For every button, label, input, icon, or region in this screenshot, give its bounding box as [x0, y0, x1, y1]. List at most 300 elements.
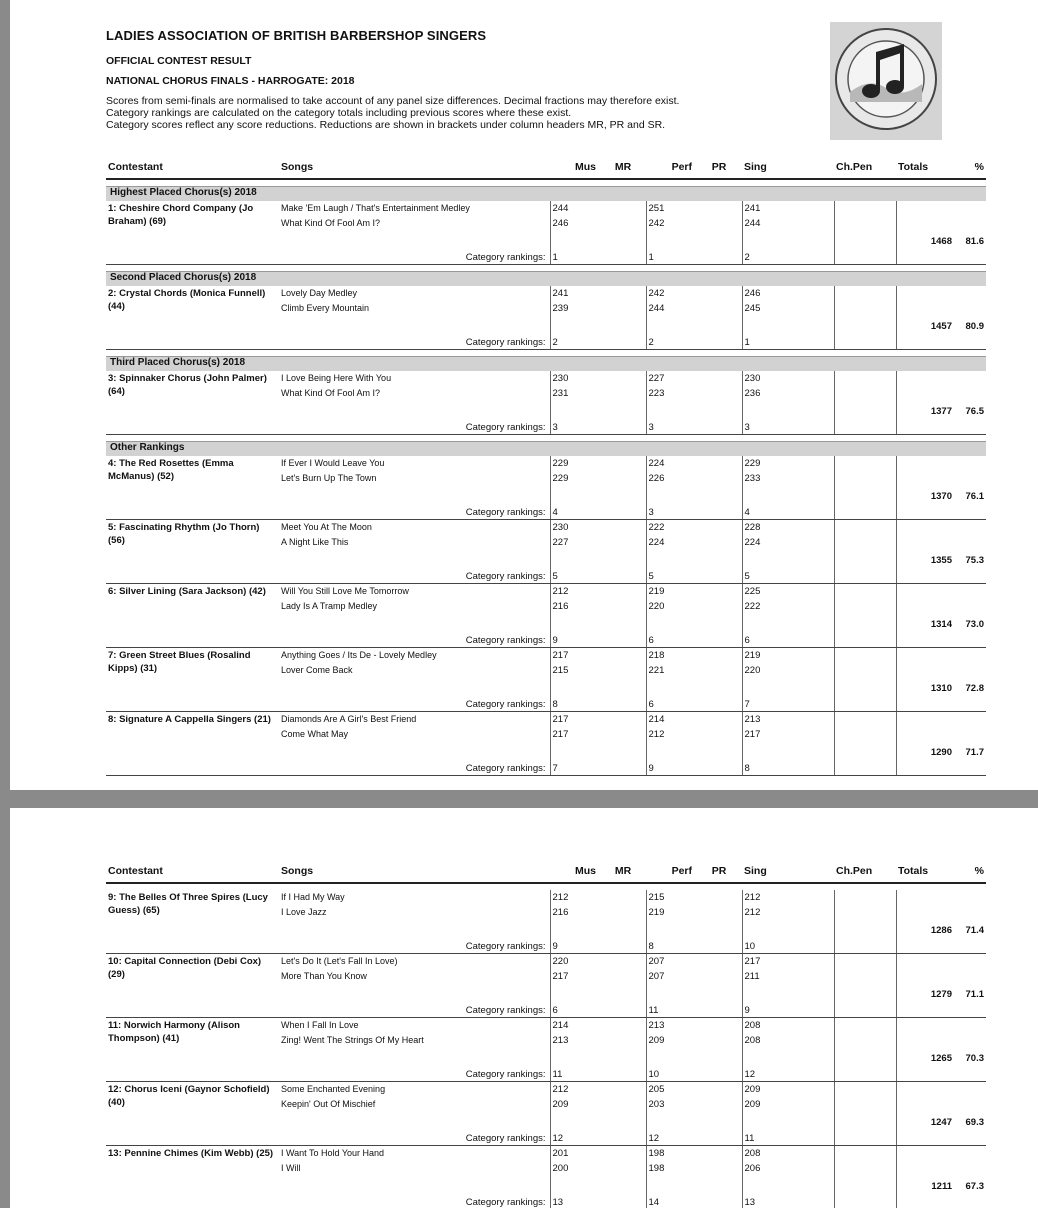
rank-perf: 10 — [646, 1066, 694, 1082]
score-line: 227 — [552, 537, 569, 548]
note-line: Category scores reflect any score reductions. Reductions are shown in brackets under column headers MR, PR and SR. — [106, 119, 666, 131]
score-line: 212 — [744, 907, 761, 918]
rank-sing: 2 — [742, 249, 834, 265]
mus-scores — [550, 954, 598, 1003]
sing-scores — [742, 890, 834, 938]
rank-row — [106, 1130, 986, 1146]
rank-pr-blank — [694, 938, 742, 954]
rank-label: Category rankings: — [279, 504, 550, 520]
total-score: 1310 — [896, 648, 954, 697]
col-totals: Totals — [896, 860, 954, 883]
mr-cell — [598, 286, 646, 334]
mus-scores — [550, 584, 598, 633]
results-table-2 — [106, 860, 986, 1208]
chpen-cell — [834, 648, 896, 697]
rank-mus: 9 — [550, 938, 598, 954]
song-title: What Kind Of Fool Am I? — [281, 218, 381, 228]
rank-chpen-blank — [834, 1130, 896, 1146]
sing-scores — [742, 1082, 834, 1131]
mus-scores — [550, 520, 598, 569]
table-row — [106, 201, 986, 249]
mr-cell — [598, 456, 646, 504]
score-line: 208 — [744, 1148, 761, 1159]
rank-chpen-blank — [834, 504, 896, 520]
score-line: 227 — [648, 373, 665, 384]
song-title: Diamonds Are A Girl's Best Friend — [281, 714, 417, 724]
rank-chpen-blank — [834, 568, 896, 584]
sing-scores — [742, 1018, 834, 1067]
mus-scores — [550, 712, 598, 761]
score-line: 207 — [648, 956, 665, 967]
rank-pct-blank — [954, 1066, 986, 1082]
rank-perf: 3 — [646, 504, 694, 520]
score-line: 224 — [648, 537, 665, 548]
total-score: 1279 — [896, 954, 954, 1003]
section-header — [106, 187, 986, 202]
sing-scores — [742, 286, 834, 334]
perf-scores — [646, 201, 694, 249]
spacer-cell — [106, 883, 986, 890]
total-score: 1247 — [896, 1082, 954, 1131]
rank-blank — [106, 334, 279, 350]
score-line: 216 — [552, 907, 569, 918]
sing-scores — [742, 520, 834, 569]
rank-mus: 12 — [550, 1130, 598, 1146]
contestant-name: 11: Norwich Harmony (Alison Thompson) (41) — [108, 1020, 240, 1044]
rank-perf: 8 — [646, 938, 694, 954]
score-line: 206 — [744, 1163, 761, 1174]
rank-mr-blank — [598, 632, 646, 648]
mr-cell — [598, 890, 646, 938]
spacer-row — [106, 350, 986, 357]
rank-blank — [106, 1130, 279, 1146]
pr-cell — [694, 371, 742, 419]
mr-cell — [598, 954, 646, 1003]
score-line: 241 — [744, 203, 761, 214]
score-line: 213 — [552, 1035, 569, 1046]
col-perf: Perf — [646, 156, 694, 179]
spacer-cell — [106, 350, 986, 357]
song-title: Lover Come Back — [281, 665, 353, 675]
spacer-row — [106, 179, 986, 187]
rank-mus: 3 — [550, 419, 598, 435]
rank-pr-blank — [694, 419, 742, 435]
score-line: 215 — [552, 665, 569, 676]
rank-chpen-blank — [834, 334, 896, 350]
col-pr: PR — [694, 156, 742, 179]
perf-scores — [646, 1018, 694, 1067]
results-page-2 — [10, 808, 1038, 1208]
score-line: 229 — [552, 458, 569, 469]
score-line: 244 — [552, 203, 569, 214]
col-pr: PR — [694, 860, 742, 883]
song-title: What Kind Of Fool Am I? — [281, 388, 381, 398]
score-line: 207 — [648, 971, 665, 982]
chpen-cell — [834, 456, 896, 504]
mus-scores — [550, 1018, 598, 1067]
col-mus: Mus — [550, 156, 598, 179]
score-line: 222 — [648, 522, 665, 533]
song-title: A Night Like This — [281, 537, 349, 547]
score-line: 244 — [744, 218, 761, 229]
score-line: 216 — [552, 601, 569, 612]
sing-scores — [742, 456, 834, 504]
rank-blank — [106, 1066, 279, 1082]
songs-cell — [279, 1018, 550, 1067]
rank-blank — [106, 938, 279, 954]
rank-row — [106, 568, 986, 584]
note-line: Category rankings are calculated on the category totals including previous scores where these exist. — [106, 107, 572, 119]
song-title: Will You Still Love Me Tomorrow — [281, 586, 409, 596]
score-line: 212 — [648, 729, 665, 740]
song-title: Anything Goes / Its De - Lovely Medley — [281, 650, 437, 660]
sing-scores — [742, 201, 834, 249]
rank-sing: 12 — [742, 1066, 834, 1082]
rank-blank — [106, 249, 279, 265]
score-line: 229 — [744, 458, 761, 469]
contestant-name: 12: Chorus Iceni (Gaynor Schofield) (40) — [108, 1084, 270, 1108]
song-title: If I Had My Way — [281, 892, 345, 902]
table-row — [106, 286, 986, 334]
score-line: 220 — [744, 665, 761, 676]
total-score: 1377 — [896, 371, 954, 419]
rank-total-blank — [896, 249, 954, 265]
rank-total-blank — [896, 760, 954, 776]
mr-cell — [598, 584, 646, 633]
rank-row — [106, 1002, 986, 1018]
rank-sing: 1 — [742, 334, 834, 350]
song-title: Let's Burn Up The Town — [281, 473, 377, 483]
chpen-cell — [834, 1082, 896, 1131]
total-score: 1286 — [896, 890, 954, 938]
score-line: 217 — [552, 729, 569, 740]
rank-sing: 11 — [742, 1130, 834, 1146]
rank-blank — [106, 760, 279, 776]
rank-mr-blank — [598, 760, 646, 776]
table-row — [106, 954, 986, 1003]
rank-blank — [106, 1194, 279, 1208]
chpen-cell — [834, 201, 896, 249]
mr-cell — [598, 648, 646, 697]
score-line: 208 — [744, 1035, 761, 1046]
score-line: 208 — [744, 1020, 761, 1031]
rank-pr-blank — [694, 1066, 742, 1082]
perf-scores — [646, 954, 694, 1003]
score-line: 230 — [744, 373, 761, 384]
section-title: Second Placed Chorus(s) 2018 — [106, 272, 986, 287]
rank-mr-blank — [598, 1066, 646, 1082]
section-title: Other Rankings — [106, 442, 986, 457]
song-title: Some Enchanted Evening — [281, 1084, 386, 1094]
col-pct: % — [954, 860, 986, 883]
rank-row — [106, 1066, 986, 1082]
rank-total-blank — [896, 632, 954, 648]
table-row — [106, 371, 986, 419]
songs-cell — [279, 890, 550, 938]
score-line: 239 — [552, 303, 569, 314]
rank-chpen-blank — [834, 1066, 896, 1082]
section-title: Highest Placed Chorus(s) 2018 — [106, 187, 986, 202]
songs-cell — [279, 456, 550, 504]
rank-chpen-blank — [834, 1194, 896, 1208]
rank-perf: 1 — [646, 249, 694, 265]
rank-chpen-blank — [834, 1002, 896, 1018]
pr-cell — [694, 286, 742, 334]
pr-cell — [694, 201, 742, 249]
song-title: Come What May — [281, 729, 349, 739]
rank-pct-blank — [954, 249, 986, 265]
song-title: I Love Being Here With You — [281, 373, 392, 383]
doc-type: OFFICIAL CONTEST RESULT — [106, 55, 252, 67]
column-headers — [106, 156, 986, 179]
score-line: 214 — [648, 714, 665, 725]
rank-pr-blank — [694, 1130, 742, 1146]
rank-row — [106, 334, 986, 350]
results-table-1 — [106, 156, 986, 776]
perf-scores — [646, 1146, 694, 1195]
rank-label: Category rankings: — [279, 419, 550, 435]
rank-row — [106, 249, 986, 265]
pr-cell — [694, 520, 742, 569]
rank-perf: 6 — [646, 696, 694, 712]
col-songs: Songs — [279, 860, 550, 883]
pr-cell — [694, 954, 742, 1003]
perf-scores — [646, 890, 694, 938]
score-line: 225 — [744, 586, 761, 597]
rank-total-blank — [896, 1002, 954, 1018]
rank-mr-blank — [598, 419, 646, 435]
percent-score: 71.7 — [965, 747, 984, 758]
rank-perf: 5 — [646, 568, 694, 584]
score-line: 217 — [552, 714, 569, 725]
songs-cell — [279, 1082, 550, 1131]
rank-sing: 5 — [742, 568, 834, 584]
total-score: 1355 — [896, 520, 954, 569]
score-line: 217 — [744, 956, 761, 967]
score-line: 242 — [648, 288, 665, 299]
column-headers — [106, 860, 986, 883]
song-title: Zing! Went The Strings Of My Heart — [281, 1035, 424, 1045]
mus-scores — [550, 1082, 598, 1131]
rank-blank — [106, 1002, 279, 1018]
score-line: 244 — [648, 303, 665, 314]
mus-scores — [550, 286, 598, 334]
table-row — [106, 1146, 986, 1195]
rank-pct-blank — [954, 1130, 986, 1146]
songs-cell — [279, 520, 550, 569]
col-songs: Songs — [279, 156, 550, 179]
mus-scores — [550, 1146, 598, 1195]
rank-total-blank — [896, 1194, 954, 1208]
rank-total-blank — [896, 1130, 954, 1146]
rank-mus: 2 — [550, 334, 598, 350]
rank-label: Category rankings: — [279, 1194, 550, 1208]
chpen-cell — [834, 520, 896, 569]
contestant-name: 8: Signature A Cappella Singers (21) — [108, 714, 271, 725]
mr-cell — [598, 712, 646, 761]
song-title: Climb Every Mountain — [281, 303, 370, 313]
section-header — [106, 442, 986, 457]
rank-blank — [106, 696, 279, 712]
perf-scores — [646, 286, 694, 334]
perf-scores — [646, 456, 694, 504]
contestant-name: 5: Fascinating Rhythm (Jo Thorn) (56) — [108, 522, 260, 546]
col-mr: MR — [598, 860, 646, 883]
score-line: 236 — [744, 388, 761, 399]
score-line: 231 — [552, 388, 569, 399]
sing-scores — [742, 371, 834, 419]
rank-pct-blank — [954, 1002, 986, 1018]
chpen-cell — [834, 1018, 896, 1067]
score-line: 214 — [552, 1020, 569, 1031]
rank-pr-blank — [694, 760, 742, 776]
document-header — [106, 28, 826, 131]
rank-chpen-blank — [834, 938, 896, 954]
rank-label: Category rankings: — [279, 1066, 550, 1082]
mus-scores — [550, 648, 598, 697]
score-line: 233 — [744, 473, 761, 484]
rank-mus: 6 — [550, 1002, 598, 1018]
org-title: LADIES ASSOCIATION OF BRITISH BARBERSHOP SINGERS — [106, 28, 487, 43]
rank-sing: 3 — [742, 419, 834, 435]
score-line: 220 — [648, 601, 665, 612]
rank-mus: 9 — [550, 632, 598, 648]
percent-score: 81.6 — [965, 236, 984, 247]
contestant-name: 2: Crystal Chords (Monica Funnell) (44) — [108, 288, 266, 312]
rank-pr-blank — [694, 249, 742, 265]
percent-score: 76.1 — [965, 491, 984, 502]
score-line: 220 — [552, 956, 569, 967]
rank-total-blank — [896, 1066, 954, 1082]
chpen-cell — [834, 1146, 896, 1195]
songs-cell — [279, 648, 550, 697]
score-line: 200 — [552, 1163, 569, 1174]
percent-score: 71.4 — [965, 925, 984, 936]
rank-perf: 9 — [646, 760, 694, 776]
col-chpen: Ch.Pen — [834, 860, 896, 883]
rank-perf: 6 — [646, 632, 694, 648]
col-totals: Totals — [896, 156, 954, 179]
rank-pct-blank — [954, 1194, 986, 1208]
chpen-cell — [834, 286, 896, 334]
score-line: 219 — [648, 907, 665, 918]
song-title: When I Fall In Love — [281, 1020, 359, 1030]
songs-cell — [279, 954, 550, 1003]
chpen-cell — [834, 584, 896, 633]
rank-total-blank — [896, 334, 954, 350]
contestant-name: 3: Spinnaker Chorus (John Palmer) (64) — [108, 373, 267, 397]
col-chpen: Ch.Pen — [834, 156, 896, 179]
score-line: 241 — [552, 288, 569, 299]
sing-scores — [742, 1146, 834, 1195]
score-line: 246 — [552, 218, 569, 229]
score-line: 213 — [648, 1020, 665, 1031]
col-sing: Sing — [742, 156, 834, 179]
rank-chpen-blank — [834, 632, 896, 648]
rank-pr-blank — [694, 1002, 742, 1018]
contestant-name: 4: The Red Rosettes (Emma McManus) (52) — [108, 458, 234, 482]
rank-total-blank — [896, 419, 954, 435]
table-row — [106, 712, 986, 761]
chpen-cell — [834, 954, 896, 1003]
pr-cell — [694, 584, 742, 633]
rank-total-blank — [896, 938, 954, 954]
rank-perf: 2 — [646, 334, 694, 350]
sing-scores — [742, 648, 834, 697]
total-score: 1265 — [896, 1018, 954, 1067]
col-contestant: Contestant — [106, 860, 279, 883]
rank-label: Category rankings: — [279, 938, 550, 954]
table-row — [106, 1082, 986, 1131]
score-line: 212 — [552, 1084, 569, 1095]
sing-scores — [742, 584, 834, 633]
songs-cell — [279, 201, 550, 249]
score-line: 242 — [648, 218, 665, 229]
rank-mus: 1 — [550, 249, 598, 265]
spacer-row — [106, 265, 986, 272]
perf-scores — [646, 584, 694, 633]
rank-pr-blank — [694, 568, 742, 584]
song-title: I Love Jazz — [281, 907, 327, 917]
songs-cell — [279, 371, 550, 419]
percent-score: 67.3 — [965, 1181, 984, 1192]
col-pct: % — [954, 156, 986, 179]
labbs-logo — [830, 22, 942, 140]
total-score: 1211 — [896, 1146, 954, 1195]
rank-row — [106, 504, 986, 520]
score-line: 219 — [648, 586, 665, 597]
score-line: 217 — [744, 729, 761, 740]
score-line: 213 — [744, 714, 761, 725]
rank-chpen-blank — [834, 249, 896, 265]
pr-cell — [694, 712, 742, 761]
rank-mr-blank — [598, 249, 646, 265]
score-line: 209 — [552, 1099, 569, 1110]
score-line: 251 — [648, 203, 665, 214]
score-line: 230 — [552, 522, 569, 533]
score-line: 212 — [552, 586, 569, 597]
mr-cell — [598, 520, 646, 569]
score-line: 223 — [648, 388, 665, 399]
rank-pr-blank — [694, 632, 742, 648]
mus-scores — [550, 456, 598, 504]
percent-score: 72.8 — [965, 683, 984, 694]
rank-sing: 10 — [742, 938, 834, 954]
rank-pr-blank — [694, 334, 742, 350]
score-line: 203 — [648, 1099, 665, 1110]
score-line: 229 — [552, 473, 569, 484]
score-line: 205 — [648, 1084, 665, 1095]
contestant-name: 1: Cheshire Chord Company (Jo Braham) (69) — [108, 203, 254, 227]
rank-mr-blank — [598, 334, 646, 350]
rank-pct-blank — [954, 632, 986, 648]
perf-scores — [646, 648, 694, 697]
rank-mus: 8 — [550, 696, 598, 712]
mr-cell — [598, 1146, 646, 1195]
mr-cell — [598, 201, 646, 249]
note-line: Scores from semi-finals are normalised to take account of any panel size differences. Decimal fractions may therefore exist. — [106, 95, 680, 107]
rank-row — [106, 760, 986, 776]
contestant-name: 6: Silver Lining (Sara Jackson) (42) — [108, 586, 266, 597]
total-score: 1314 — [896, 584, 954, 633]
rank-sing: 4 — [742, 504, 834, 520]
rank-mus: 11 — [550, 1066, 598, 1082]
rank-perf: 11 — [646, 1002, 694, 1018]
spacer-cell — [106, 179, 986, 187]
rank-sing: 8 — [742, 760, 834, 776]
rank-mr-blank — [598, 504, 646, 520]
mus-scores — [550, 371, 598, 419]
